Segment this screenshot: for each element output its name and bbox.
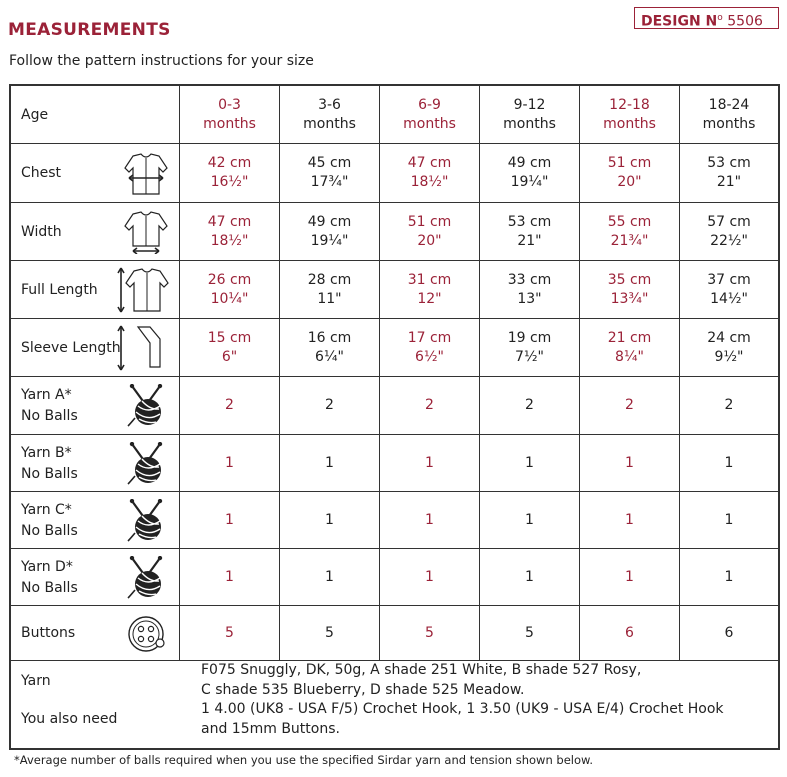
measurement-cell <box>179 203 279 260</box>
value-cm: 42 cm <box>207 155 252 171</box>
measurement-cell <box>479 319 579 376</box>
button-icon <box>126 614 166 658</box>
measurement-cell <box>279 144 379 202</box>
page-title: MEASUREMENTS <box>8 20 171 40</box>
table-row-chest <box>11 144 778 203</box>
row-label <box>21 557 78 599</box>
row-label-line-2: No Balls <box>21 522 78 539</box>
count-cell: 1 <box>279 492 379 548</box>
garment-chest-icon <box>123 152 169 200</box>
count-cell: 2 <box>679 377 778 434</box>
size-range: 0-3 <box>218 96 241 113</box>
size-header <box>179 86 279 143</box>
measurement-cell <box>379 203 479 260</box>
count-cell: 2 <box>179 377 279 434</box>
value-cm: 28 cm <box>307 271 352 288</box>
design-label-sup: o <box>717 13 723 23</box>
table-row-width <box>11 203 778 261</box>
count-cell: 6 <box>579 606 679 660</box>
size-header <box>379 86 479 143</box>
count-cell: 1 <box>379 549 479 605</box>
value-inches: 8¼" <box>615 348 644 365</box>
size-range: 12-18 <box>609 96 650 113</box>
value-inches: 11" <box>317 290 342 307</box>
value-inches: 19¼" <box>510 174 549 190</box>
count-cell: 1 <box>379 435 479 491</box>
count-cell: 1 <box>479 549 579 605</box>
value-cm: 21 cm <box>607 329 652 346</box>
need-line-1: 1 4.00 (UK8 - USA F/5) Crochet Hook, 1 3.50 (UK9 - USA E/4) Crochet Hook <box>201 701 724 717</box>
measurement-cell <box>479 261 579 318</box>
count-cell: 1 <box>279 549 379 605</box>
value-inches: 19¼" <box>310 232 349 249</box>
value-cm: 17 cm <box>407 329 452 346</box>
row-label: Age <box>21 106 49 123</box>
measurement-cell <box>379 144 479 202</box>
count-cell: 1 <box>279 435 379 491</box>
row-label <box>21 443 78 485</box>
value-inches: 21¾" <box>610 232 649 249</box>
value-cm: 53 cm <box>707 155 751 171</box>
row-label <box>21 385 78 427</box>
size-unit: months <box>403 115 456 132</box>
subtitle: Follow the pattern instructions for your size <box>9 53 314 69</box>
table-row-yarn-b <box>11 435 778 492</box>
value-cm: 57 cm <box>707 213 751 230</box>
measurement-cell <box>179 261 279 318</box>
sleeve-length-icon <box>116 323 170 377</box>
size-unit: months <box>503 115 556 132</box>
size-range: 3-6 <box>318 96 341 113</box>
design-label: DESIGN N <box>641 13 718 30</box>
value-inches: 14½" <box>710 290 748 307</box>
row-label: Chest <box>21 165 62 181</box>
value-inches: 20" <box>617 174 642 190</box>
table-row-sleeve-length <box>11 319 778 377</box>
yarn-ball-icon <box>126 499 166 547</box>
yarn-ball-icon <box>126 556 166 604</box>
measurement-cell <box>679 261 778 318</box>
need-line-2: and 15mm Buttons. <box>201 720 340 737</box>
value-cm: 24 cm <box>707 329 751 346</box>
table-row-age <box>11 86 778 144</box>
value-cm: 53 cm <box>507 213 552 230</box>
row-label: Width <box>21 223 62 240</box>
value-cm: 51 cm <box>407 213 452 230</box>
value-cm: 49 cm <box>307 213 352 230</box>
footnote: *Average number of balls required when you use the specified Sirdar yarn and tension shown below. <box>14 753 594 767</box>
count-cell: 2 <box>279 377 379 434</box>
row-label-line-1: Yarn D* <box>21 558 73 575</box>
value-cm: 47 cm <box>407 155 452 171</box>
count-cell: 1 <box>579 549 679 605</box>
value-cm: 15 cm <box>207 329 252 346</box>
table-row-yarn-c <box>11 492 778 549</box>
value-inches: 18½" <box>410 174 449 190</box>
value-inches: 18½" <box>210 232 249 249</box>
count-cell: 1 <box>679 549 778 605</box>
measurement-cell <box>279 203 379 260</box>
row-label <box>21 500 78 542</box>
measurement-cell <box>579 144 679 202</box>
value-cm: 31 cm <box>407 271 452 288</box>
count-cell: 1 <box>579 492 679 548</box>
count-cell: 5 <box>479 606 579 660</box>
size-header <box>579 86 679 143</box>
value-cm: 26 cm <box>207 271 252 288</box>
value-inches: 21" <box>716 174 742 190</box>
table-row-full-length <box>11 261 778 319</box>
value-inches: 12" <box>417 290 442 307</box>
measurement-cell <box>179 144 279 202</box>
value-cm: 16 cm <box>307 329 352 346</box>
size-unit: months <box>303 115 356 132</box>
row-label: Sleeve Length <box>21 339 121 356</box>
size-unit: months <box>702 115 756 132</box>
measurement-cell <box>379 319 479 376</box>
count-cell: 1 <box>179 549 279 605</box>
garment-width-icon <box>123 210 169 258</box>
count-cell: 5 <box>279 606 379 660</box>
value-inches: 9½" <box>714 348 744 365</box>
measurement-cell <box>679 319 778 376</box>
count-cell: 1 <box>379 492 479 548</box>
measurement-cell <box>579 261 679 318</box>
value-cm: 45 cm <box>307 155 352 171</box>
count-cell: 1 <box>679 435 778 491</box>
value-cm: 37 cm <box>707 271 751 288</box>
garment-length-icon <box>116 265 170 319</box>
size-unit: months <box>603 115 656 132</box>
count-cell: 5 <box>379 606 479 660</box>
row-label-line-1: Yarn A* <box>21 387 72 403</box>
count-cell: 1 <box>479 492 579 548</box>
measurements-table <box>9 84 780 750</box>
size-range: 18-24 <box>708 96 750 113</box>
design-number: 5506 <box>727 13 763 30</box>
count-cell: 2 <box>379 377 479 434</box>
row-label-line-1: Yarn B* <box>21 444 72 461</box>
measurement-cell <box>679 144 778 202</box>
measurement-cell <box>679 203 778 260</box>
value-cm: 19 cm <box>507 329 552 346</box>
count-cell: 2 <box>579 377 679 434</box>
size-range: 9-12 <box>513 96 546 113</box>
value-inches: 6½" <box>415 348 444 365</box>
value-inches: 13" <box>517 290 542 307</box>
size-header <box>479 86 579 143</box>
count-cell: 5 <box>179 606 279 660</box>
measurement-cell <box>579 319 679 376</box>
value-cm: 35 cm <box>607 271 652 288</box>
design-number-box <box>634 7 779 29</box>
row-label-line-2: No Balls <box>21 408 78 424</box>
value-inches: 6" <box>221 348 238 365</box>
value-cm: 33 cm <box>507 271 552 288</box>
count-cell: 1 <box>179 492 279 548</box>
value-inches: 20" <box>417 232 442 249</box>
count-cell: 1 <box>479 435 579 491</box>
row-label-line-2: No Balls <box>21 465 78 482</box>
value-inches: 13¾" <box>610 290 649 307</box>
value-cm: 47 cm <box>207 213 252 230</box>
count-cell: 2 <box>479 377 579 434</box>
yarn-line-2: C shade 535 Blueberry, D shade 525 Meadow. <box>201 681 525 698</box>
value-inches: 22½" <box>710 232 748 249</box>
yarn-line-1: F075 Snuggly, DK, 50g, A shade 251 White, B shade 527 Rosy, <box>201 662 642 678</box>
value-inches: 21" <box>517 232 542 249</box>
count-cell: 1 <box>179 435 279 491</box>
yarn-label: Yarn <box>21 673 51 689</box>
value-inches: 16½" <box>210 174 249 190</box>
measurement-cell <box>279 261 379 318</box>
value-inches: 6¼" <box>315 348 344 365</box>
measurement-cell <box>579 203 679 260</box>
measurement-cell <box>379 261 479 318</box>
size-header <box>679 86 778 143</box>
row-label-line-1: Yarn C* <box>21 501 72 518</box>
measurement-cell <box>479 203 579 260</box>
value-cm: 49 cm <box>507 155 552 171</box>
count-cell: 6 <box>679 606 778 660</box>
count-cell: 1 <box>679 492 778 548</box>
measurement-cell <box>279 319 379 376</box>
also-need-label: You also need <box>21 711 118 727</box>
value-inches: 7½" <box>515 348 544 365</box>
size-unit: months <box>203 115 256 132</box>
value-cm: 55 cm <box>607 213 652 230</box>
yarn-notes-section <box>11 661 778 748</box>
measurement-cell <box>179 319 279 376</box>
measurement-cell <box>479 144 579 202</box>
row-label: Buttons <box>21 625 76 641</box>
table-row-buttons <box>11 606 778 661</box>
table-row-yarn-a <box>11 377 778 435</box>
size-header <box>279 86 379 143</box>
table-row-yarn-d <box>11 549 778 606</box>
yarn-ball-icon <box>126 384 166 432</box>
value-cm: 51 cm <box>607 155 652 171</box>
value-inches: 10¼" <box>210 290 249 307</box>
yarn-ball-icon <box>126 442 166 490</box>
value-inches: 17¾" <box>310 174 349 190</box>
row-label-line-2: No Balls <box>21 579 78 596</box>
size-range: 6-9 <box>418 96 441 113</box>
count-cell: 1 <box>579 435 679 491</box>
row-label: Full Length <box>21 281 98 298</box>
